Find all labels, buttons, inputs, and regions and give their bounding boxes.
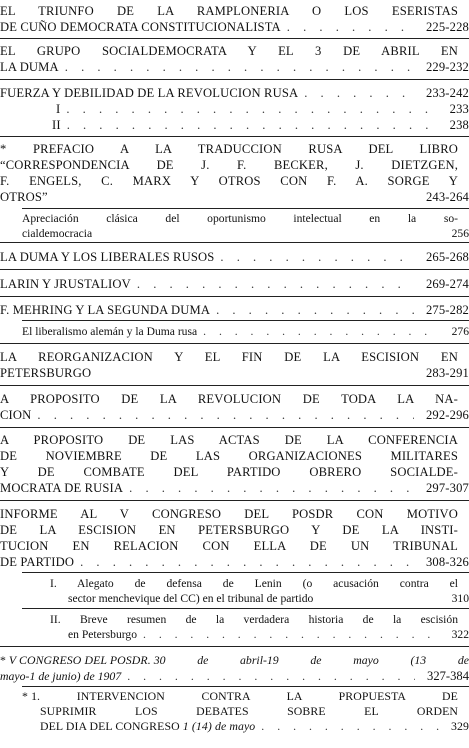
toc-entry-title-line: DE PARTIDO [0,555,75,569]
dot-leader [287,19,414,35]
toc-entry-title-line: A PROPOSITO DE LA REVOLUCION DE TODA LA NA- [0,392,458,406]
toc-entry-title: LARIN Y JRUSTALIOV [0,277,131,291]
divider [0,38,469,39]
divider [0,500,469,501]
toc-subentry-date: 1 (14) de mayo [182,719,256,733]
divider [0,343,469,344]
toc-subentry-title-line: DEL DIA DEL CONGRESO [40,719,180,733]
toc-entry-title-line: Y DE COMBATE DEL PARTIDO OBRERO SOCIALDE- [0,465,458,479]
toc-page-number: 276 [451,325,469,338]
toc-entry-date: mayo-1 de junio) de 1907 [0,669,122,683]
dot-leader [37,407,414,423]
toc-page-number: 233 [449,102,469,116]
divider [0,136,469,137]
toc-page-number: 329 [451,719,469,733]
toc-subentry-title-line: II. Breve resumen de la verdadera historia de la escisión [50,613,458,626]
toc-page-range: 225-228 [425,20,469,34]
toc-page-range: 265-268 [425,250,469,264]
dot-leader [127,668,415,684]
dot-leader [220,249,414,265]
toc-entry-title-line: INFORME AL V CONGRESO DEL POSDR CON MOTIVO [0,507,458,521]
toc-entry-title-line: A PROPOSITO DE LAS ACTAS DE LA CONFERENCIA [0,433,458,447]
toc-subentry-label: I [56,102,61,116]
toc-entry-title-line: OTROS” [0,190,48,204]
toc-subentry-title-line: 1. INTERVENCION CONTRA LA PROPUESTA DE [31,689,458,703]
divider [22,686,469,687]
divider [22,608,469,609]
divider [0,242,469,243]
toc-entry-title-line: LA REORGANIZACION Y EL FIN DE LA ESCISION EN [0,350,458,364]
toc-entry-title-line: DE NOVIEMBRE DE LAS ORGANIZACIONES MILITARES [0,449,458,463]
toc-page-range: 327-384 [427,669,469,683]
toc-page-number: 322 [451,628,469,641]
divider [22,572,469,573]
asterisk-marker: * [0,653,6,667]
toc-subentry [22,211,469,241]
divider [0,79,469,80]
toc-entry-5 [0,249,469,265]
divider [0,385,469,386]
toc-page-range: 297-307 [425,481,469,495]
toc-entry-title: LA DUMA Y LOS LIBERALES RUSOS [0,250,215,264]
dot-leader [143,627,440,642]
toc-entry-1 [0,3,469,35]
toc-page-range: 233-242 [425,86,469,100]
toc-subentry-title-line: I. Alegato de defensa de Lenin (o acusación contra el [50,577,458,590]
toc-entry-title-line: EL TRIUNFO DE LA RAMPLONERIA O LOS ESERISTAS [0,4,458,18]
dot-leader [67,117,438,133]
toc-subentry-title-line: sector menchevique del CC) en el tribunal de partido [68,592,314,605]
dot-leader [216,302,414,318]
toc-page-range: 308-326 [425,555,469,569]
toc-entry-7 [0,302,469,318]
toc-subentry-1 [50,576,469,606]
toc-entry-4 [0,141,469,205]
dot-leader [66,101,437,117]
toc-subentry-label: II [52,118,61,132]
dot-leader [129,480,414,496]
toc-entry-8 [0,349,469,381]
toc-entry-10 [0,432,469,496]
toc-page-number: 256 [451,227,469,240]
toc-entry-title-line: FUERZA Y DEBILIDAD DE LA REVOLUCION RUSA [0,86,299,100]
toc-subentry-title-line: Apreciación clásica del oportunismo intelectual en la so- [22,212,458,225]
toc-subentry-2 [50,612,469,642]
toc-entry-3 [0,85,469,133]
toc-entry-title-line: DE CUÑO DEMOCRATA CONSTITUCIONALISTA [0,20,281,34]
toc-page-number: 238 [449,118,469,132]
toc-subentry-title: El liberalismo alemán y la Duma rusa [22,325,198,338]
toc-entry-title-line: CION [0,408,32,422]
toc-entry-title-line: EL GRUPO SOCIALDEMOCRATA Y EL 3 DE ABRIL EN [0,44,458,58]
divider [0,646,469,647]
toc-page-range: 269-274 [425,277,469,291]
divider [0,269,469,270]
toc-page-range: 243-264 [425,190,469,204]
dot-leader [137,276,414,292]
toc-entry-title-line: “CORRESPONDENCIA DE J. F. BECKER, J. DIETZGEN, [0,158,458,172]
toc-page-range: 292-296 [425,408,469,422]
toc-entry-title-line: F. ENGELS, C. MARX Y OTROS CON F. A. SORGE Y [0,174,458,188]
toc-entry-title: V CONGRESO DEL POSDR. [8,653,151,667]
toc-entry-12 [0,652,469,684]
toc-entry-date: 30 de abril-19 de mayo (13 de [153,653,469,667]
toc-entry-title: F. MEHRING Y LA SEGUNDA DUMA [0,303,211,317]
toc-entry-11 [0,506,469,570]
toc-entry-9 [0,391,469,423]
toc-entry-2 [0,43,469,75]
toc-subentry [22,689,469,734]
dot-leader [65,59,414,75]
divider [0,427,469,428]
toc-entry-title-line: DE LA ESCISION EN PETERSBURGO Y DE LA INSTI- [0,523,458,537]
toc-page-number: 310 [451,592,469,605]
toc-subentry-title-line: en Petersburgo [68,628,138,641]
toc-entry-title-line: PETERSBURGO [0,366,92,380]
toc-page-range: 275-282 [425,303,469,317]
toc-entry-title-line: TUCION EN RELACION CON ELLA DE UN TRIBUNAL [0,539,458,553]
toc-entry-title-line: LA DUMA [0,60,59,74]
dot-leader [261,719,439,734]
divider [22,320,469,321]
toc-subentry-title-line: SUPRIMIR LOS DEBATES SOBRE EL ORDEN [40,704,458,718]
toc-entry-title-line: * PREFACIO A LA TRADUCCION RUSA DEL LIBRO [0,142,458,156]
toc-page-range: 283-291 [425,366,469,380]
asterisk-marker: * [22,689,28,703]
toc-entry-title-line: MOCRATA DE RUSIA [0,481,124,495]
dot-leader [304,85,414,101]
toc-subentry [22,324,469,339]
toc-subentry-title-line: cialdemocracia [22,227,93,240]
toc-entry-6 [0,276,469,292]
toc-page-range: 229-232 [425,60,469,74]
divider [22,208,469,209]
divider [0,296,469,297]
dot-leader [203,324,439,339]
dot-leader [80,554,414,570]
